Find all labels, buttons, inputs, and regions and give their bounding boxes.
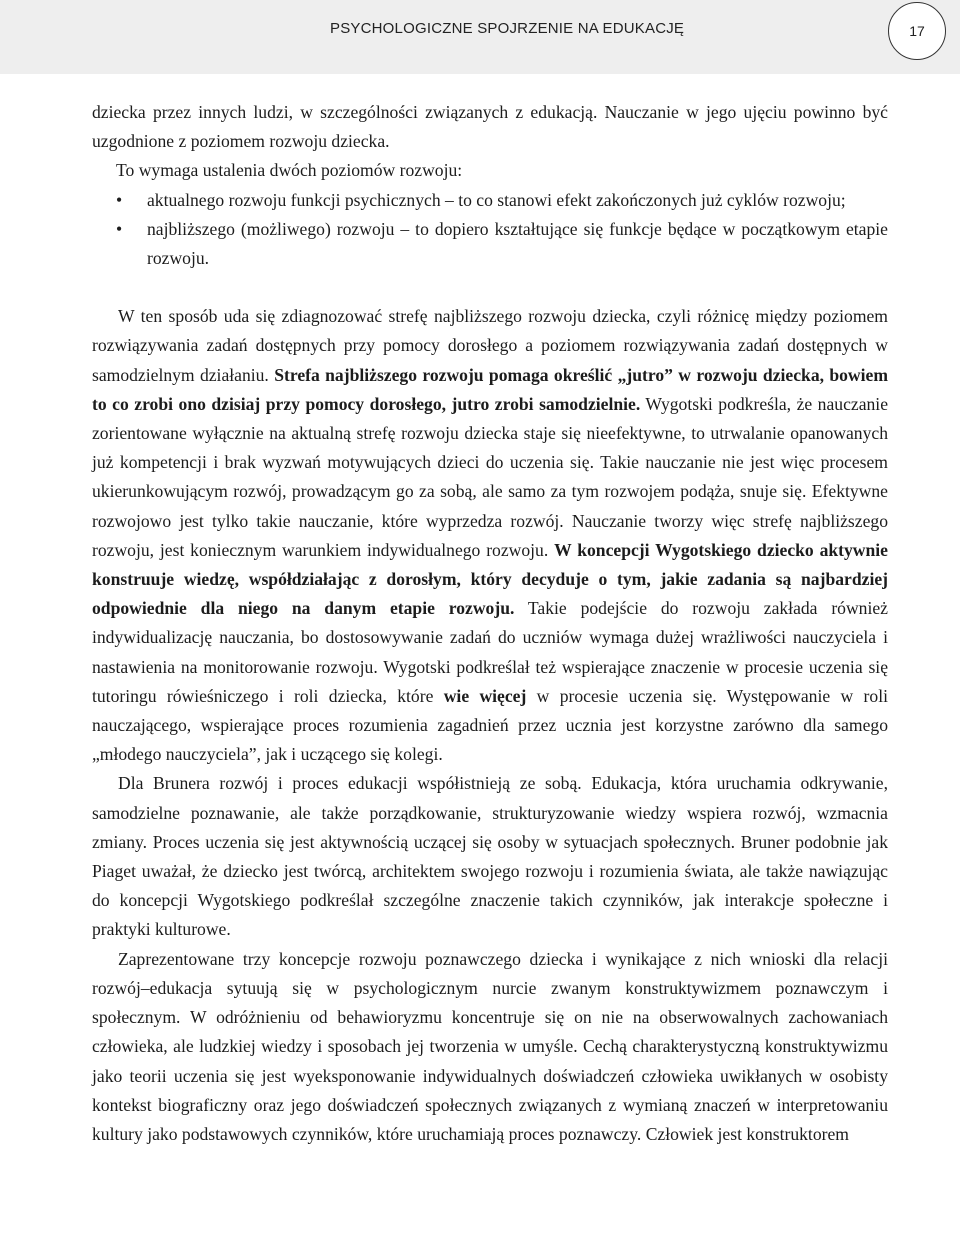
bold-text: W koncepcji Wygotskiego dziecko aktywnie konstruuje wiedzę, współdziałając z dorosłym, który decyduje o tym, jakie zadania są najbardziej odpowiednie dla niego na danym etapie rozwoju. xyxy=(92,539,888,619)
list-item xyxy=(92,215,888,273)
list-item-text: aktualnego rozwoju funkcji psychicznych – to co stanowi efekt zakończonych już cyklów rozwoju; xyxy=(147,189,846,210)
paragraph: Dla Brunera rozwój i proces edukacji współistnieją ze sobą. Edukacja, która uruchamia odkrywanie, samodzielne poznawanie, ale także porządkowanie, strukturyzowanie wiedzy wspiera rozwój, wzmacnia zmiany. Proces uczenia się jest aktywnością uczącej się osoby w sytuacjach społecznych. Bruner podobnie jak Piaget uważał, że dziecko jest twórcą, architektem swojego rozwoju i rozumienia świata, ale także nawiązując do koncepcji Wygotskiego podkreślał szczególne znaczenie takich czynników, jak interakcje społeczne i praktyki kulturowe. xyxy=(92,773,888,940)
running-title: PSYCHOLOGICZNE SPOJRZENIE NA EDUKACJĘ xyxy=(330,20,685,37)
text-run: W ten sposób uda się zdiagnozować strefę najbliższego rozwoju dziecka, czyli różnicę między poziomem rozwiązywania zadań dostępnych przy pomocy dorosłego a poziomem rozwiązywania zadań dostępnych w samodzielnym działaniu. xyxy=(92,306,888,385)
bullet-icon: • xyxy=(116,218,123,239)
text-run: Wygotski podkreśla, że nauczanie zorientowane wyłącznie na aktualną strefę rozwoju dziecka staje się nieefektywne, to utrwalanie opanowanych już kompetencji i brak wyzwań motywujących dzieci do uczenia się. Takie nauczanie nie jest więc procesem ukierunkowującym rozwój, prowadzącym go za sobą, ale samo za tym rozwojem podąża, snuje się. Efektywne rozwojowo jest tylko takie nauczanie, które wyprzedza rozwój. Nauczanie tworzy więc strefę najbliższego rozwoju, jest koniecznym warunkiem indywidualnego rozwoju. xyxy=(92,393,889,560)
paragraph-gap xyxy=(92,273,888,302)
body-text xyxy=(92,98,888,1149)
bold-text: Strefa najbliższego rozwoju pomaga określić „jutro” w rozwoju dziecka, bowiem to co zrobi ono dzisiaj przy pomocy dorosłego, jutro zrobi samodzielnie. xyxy=(92,364,888,414)
bullet-list xyxy=(92,186,888,274)
paragraph: Zaprezentowane trzy koncepcje rozwoju poznawczego dziecka i wynikające z nich wnioski dla relacji rozwój–edukacja sytuują się w psychologicznym nurcie zwanym konstruktywizmem poznawczym i społecznym. W odróżnieniu od behawioryzmu koncentruje się on nie na obserwowalnych zachowaniach człowieka, ale ludzkiej wiedzy i sposobach jej tworzenia w umyśle. Cechą charakterystyczną konstruktywizmu jako teorii uczenia się jest wyeksponowanie indywidualnych doświadczeń człowieka uwikłanych w osobisty kontekst biograficzny oraz jego doświadczeń społecznych związanych z wymianą znaczeń w interpretowaniu kultury jako podstawowych czynników, które uruchamiają proces poznawczy. Człowiek jest konstruktorem xyxy=(92,948,888,1144)
list-item-text: najbliższego (możliwego) rozwoju – to dopiero kształtujące się funkcje będące w początkowym etapie rozwoju. xyxy=(147,218,888,269)
paragraph xyxy=(92,302,888,769)
paragraph: dziecka przez innych ludzi, w szczególności związanych z edukacją. Nauczanie w jego ujęciu powinno być uzgodnione z poziomem rozwoju dziecka. xyxy=(92,102,888,152)
text-run: w procesie uczenia się. Występowanie w roli nauczającego, wspierające proces rozumienia zagadnień przez ucznia jest korzystne zarówno dla samego „młodego nauczyciela”, jak i uczącego się kolegi. xyxy=(92,685,888,765)
bullet-icon: • xyxy=(116,189,123,210)
bold-text: wie więcej xyxy=(443,685,527,706)
list-item xyxy=(92,186,888,215)
text-run: Takie podejście do rozwoju zakłada również indywidualizację nauczania, bo dostosowywanie zadań do uczniów wymaga dużej wrażliwości nauczyciela i nastawienia na monitorowanie rozwoju. Wygotski podkreślał też wspierające znaczenie w procesie uczenia się tutoringu rówieśniczego i roli dziecka, które xyxy=(92,598,888,706)
paragraph: To wymaga ustalenia dwóch poziomów rozwoju: xyxy=(116,160,463,181)
page-number-badge: 17 xyxy=(888,2,946,60)
running-header xyxy=(0,0,960,74)
